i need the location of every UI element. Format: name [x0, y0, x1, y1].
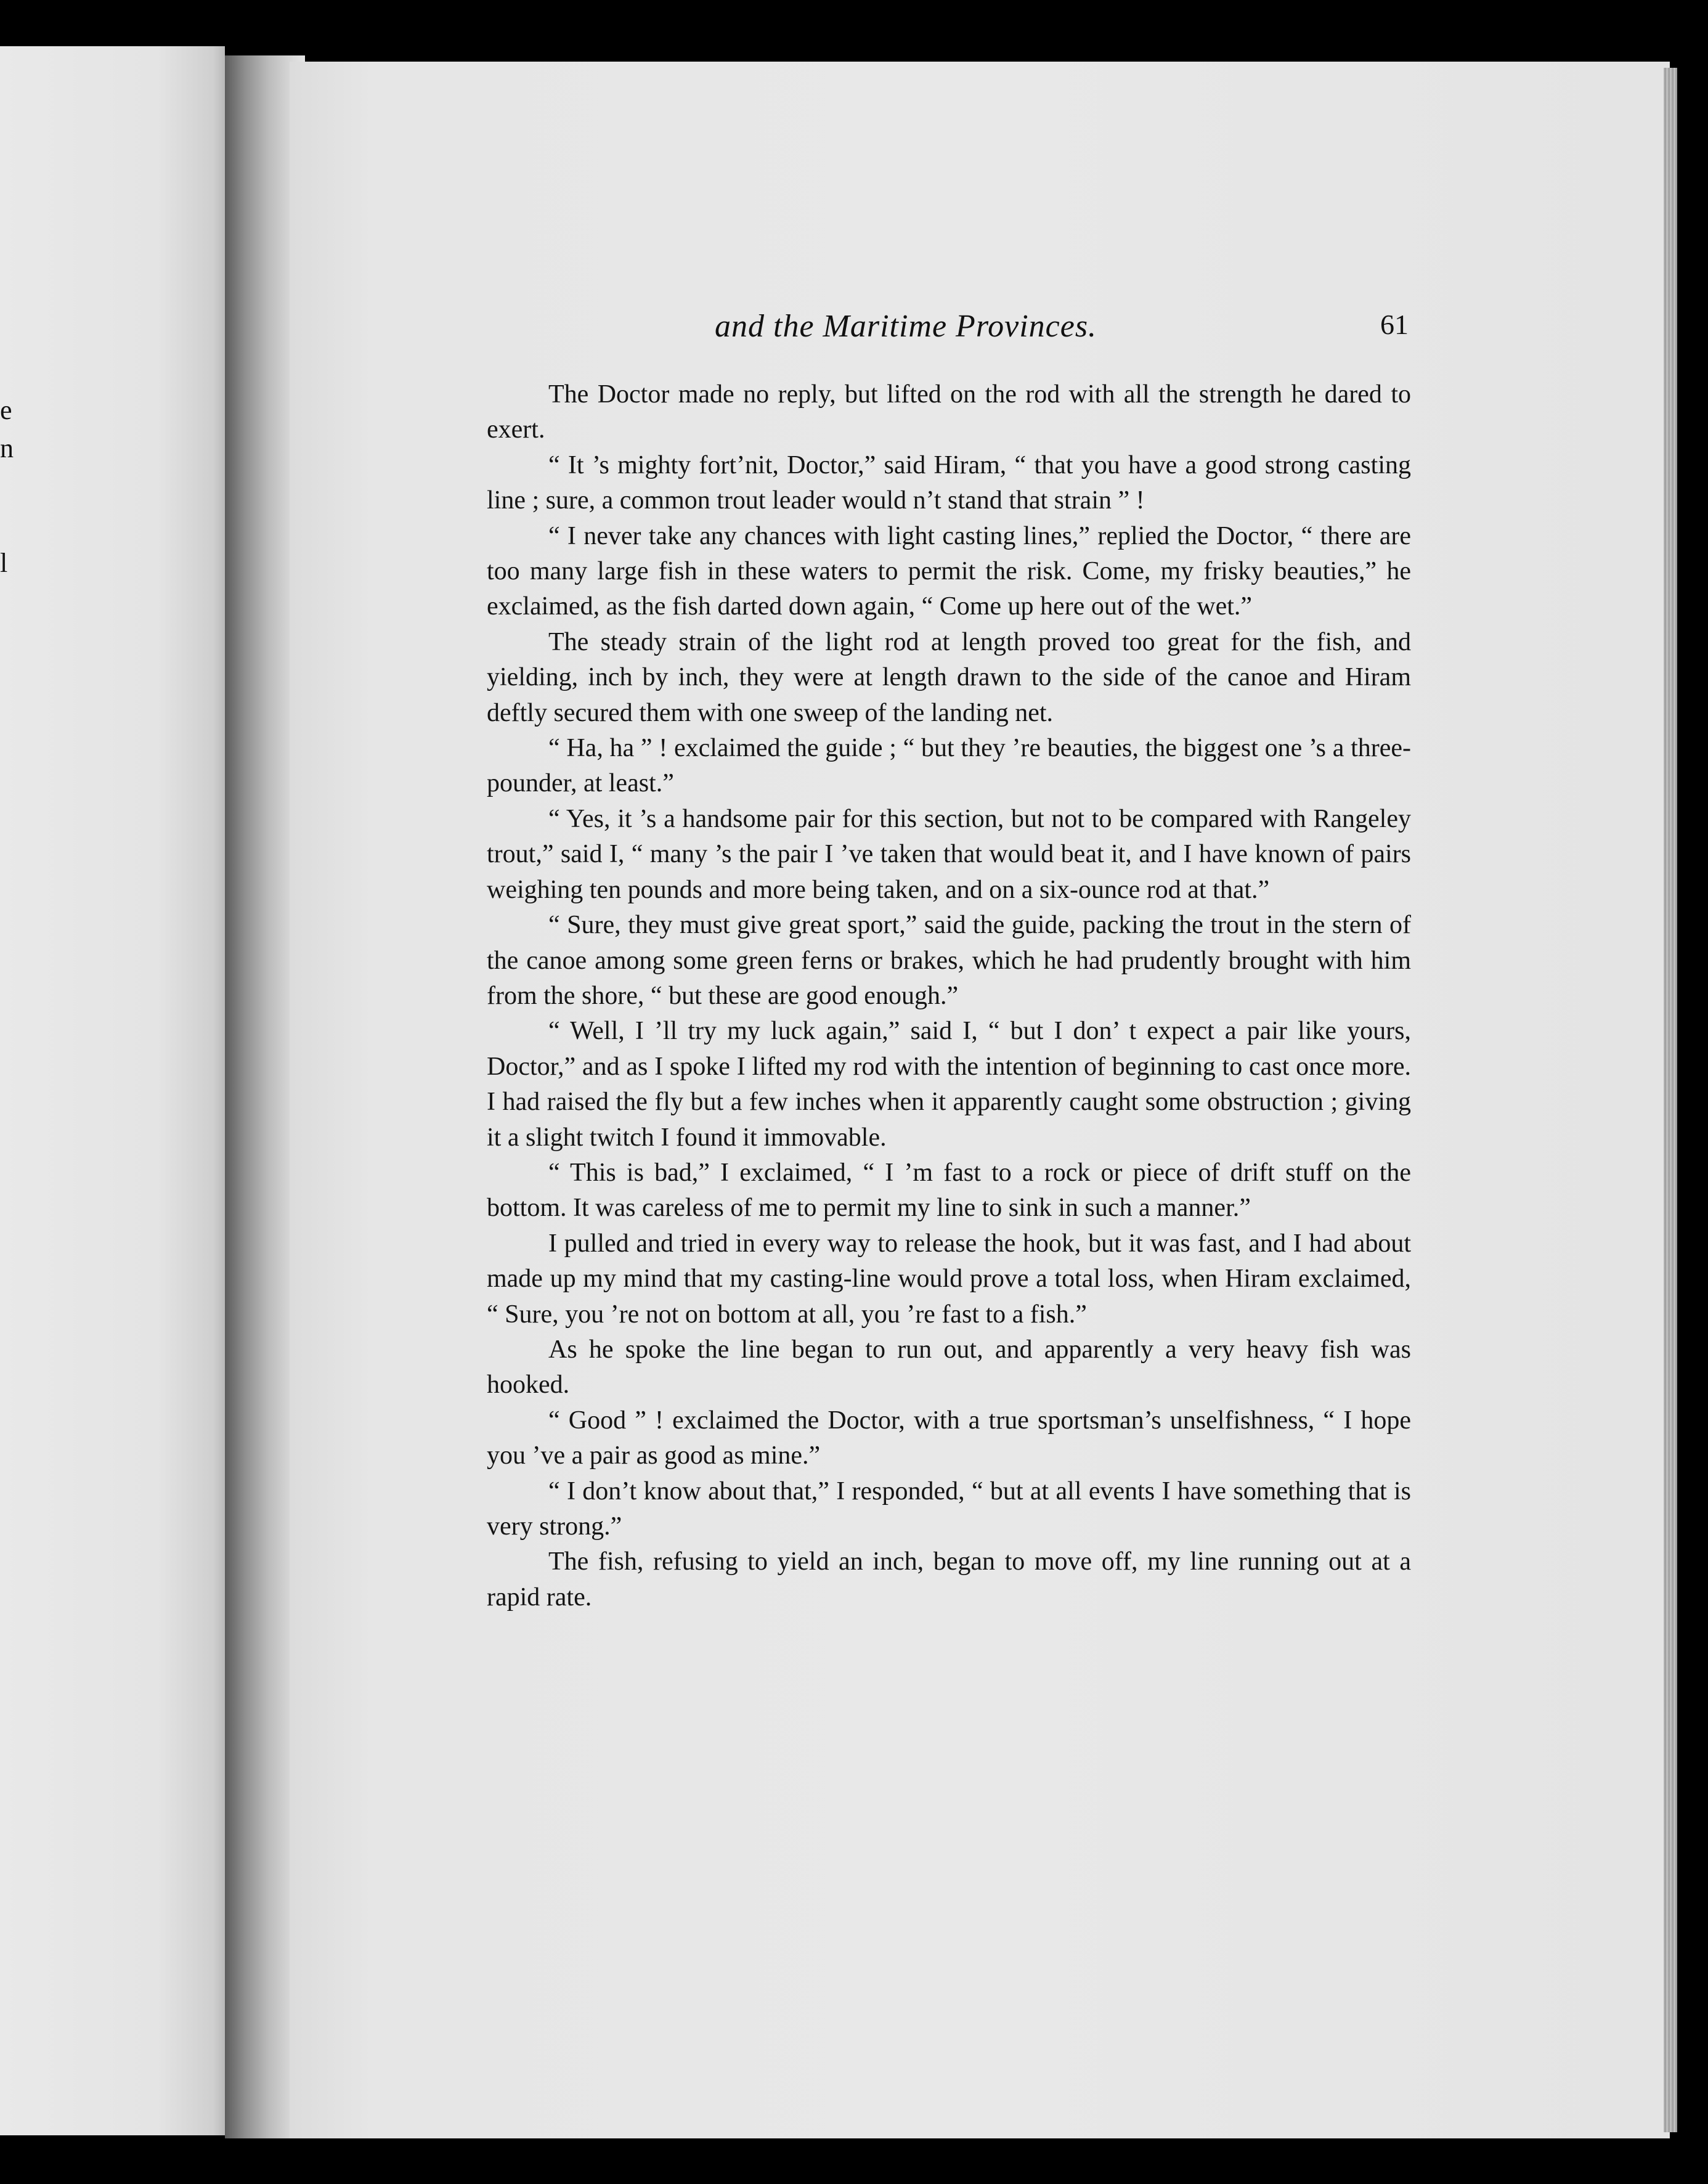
paragraph: “ It ’s mighty fort’nit, Doctor,” said Hiram, “ that you have a good strong casting line ; sure, a common trout leader would n’t stand that strain ” ! — [487, 450, 1411, 515]
paragraph: “ Sure, they must give great sport,” said the guide, packing the trout in the stern of the canoe among some green ferns or brakes, which he had prudently brought with him from the shore, “ but these are good enough.” — [487, 911, 1411, 1010]
paragraph: “ Yes, it ’s a handsome pair for this section, but not to be compared with Rangeley trout,” said I, “ many ’s the pair I ’ve taken that would beat it, and I have known of pairs weighing ten pounds and more being taken, and on a six-ounce rod at that.” — [487, 804, 1411, 904]
paragraph: “ I never take any chances with light casting lines,” replied the Doctor, “ there are too many large fish in these waters to permit the risk. Come, my frisky beauties,” he exclaimed, as the fish darted down again, “ Come up here out of the wet.” — [487, 521, 1411, 621]
paragraph: I pulled and tried in every way to release the hook, but it was fast, and I had about made up my mind that my casting-line would prove a total loss, when Hiram exclaimed, “ Sure, you ’re not on bottom at all, you ’re fast to a fish.” — [487, 1229, 1411, 1329]
scan-border — [0, 2138, 1708, 2184]
running-head: and the Maritime Provinces. — [715, 309, 1097, 344]
paragraph: “ Ha, ha ” ! exclaimed the guide ; “ but they ’re beauties, the biggest one ’s a three-pounder, at least.” — [487, 734, 1411, 798]
left-page-fragment — [0, 46, 225, 2135]
paragraph: “ Good ” ! exclaimed the Doctor, with a true sportsman’s unselfishness, “ I hope you ’ve a pair as good as mine.” — [487, 1406, 1411, 1470]
paragraph: “ This is bad,” I exclaimed, “ I ’m fast to a rock or piece of drift stuff on the bottom. It was careless of me to permit my line to sink in such a manner.” — [487, 1158, 1411, 1223]
paragraph: As he spoke the line began to run out, and apparently a very heavy fish was hooked. — [487, 1335, 1411, 1400]
left-page-edge-text: e n l — [0, 395, 14, 578]
paragraph: The steady strain of the light rod at length proved too great for the fish, and yielding, inch by inch, they were at length drawn to the side of the canoe and Hiram deftly secured them with one sweep of the landing net. — [487, 627, 1411, 727]
page-number: 61 — [1380, 309, 1409, 340]
paragraph: “ I don’t know about that,” I responded, “ but at all events I have something that is very strong.” — [487, 1477, 1411, 1541]
paragraph: “ Well, I ’ll try my luck again,” said I, “ but I don’ t expect a pair like yours, Doctor,” and as I spoke I lifted my rod with the intention of beginning to cast once more. I had raised the fly but a few inches when it apparently caught some obstruction ; giving it a slight twitch I found it immovable. — [487, 1017, 1411, 1152]
body-text — [487, 377, 1411, 1615]
paragraph: The fish, refusing to yield an inch, began to move off, my line running out at a rapid rate. — [487, 1547, 1411, 1612]
paragraph: The Doctor made no reply, but lifted on the rod with all the strength he dared to exert. — [487, 380, 1411, 444]
page-edges — [1664, 68, 1677, 2132]
